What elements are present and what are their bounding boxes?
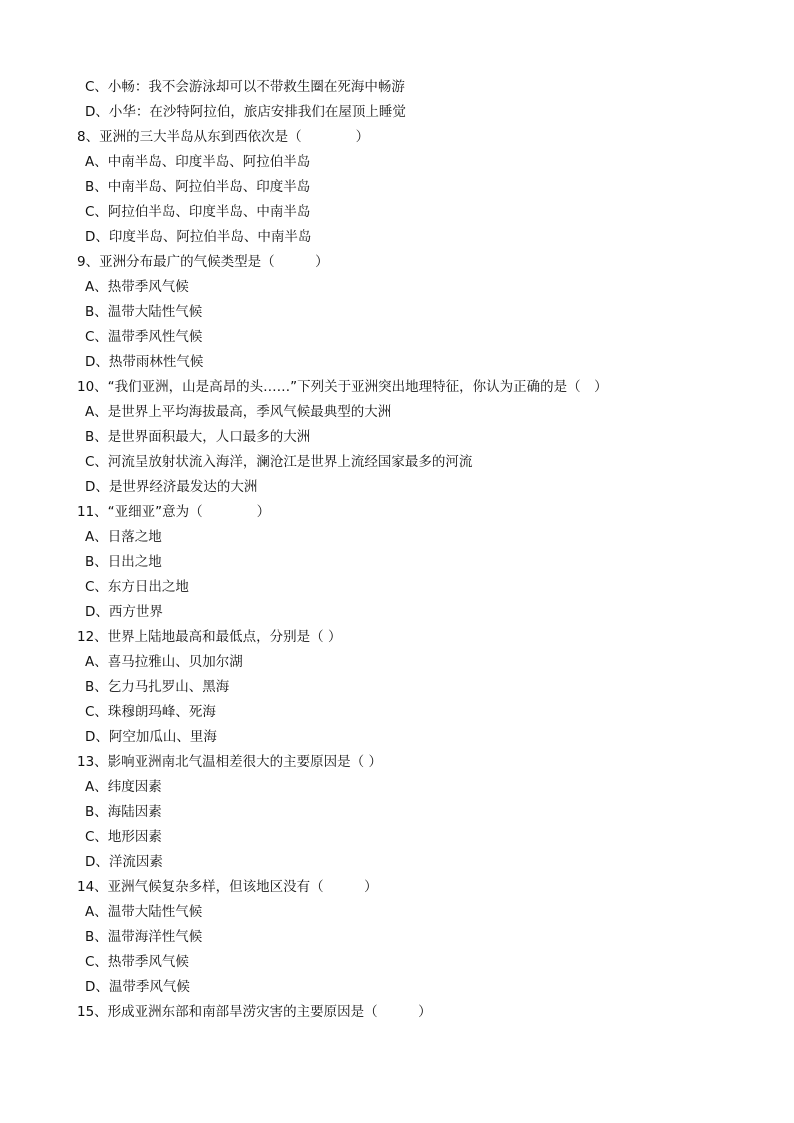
answer-option: C、东方日出之地 xyxy=(85,579,189,595)
answer-option: A、喜马拉雅山、贝加尔湖 xyxy=(85,654,243,670)
question-stem: 9、亚洲分布最广的气候类型是（ ） xyxy=(77,254,329,270)
answer-option: D、洋流因素 xyxy=(85,854,163,870)
answer-option: C、小畅：我不会游泳却可以不带救生圈在死海中畅游 xyxy=(85,79,405,95)
question-stem: 13、影响亚洲南北气温相差很大的主要原因是（ ） xyxy=(77,754,382,770)
question-stem: 8、亚洲的三大半岛从东到西依次是（ ） xyxy=(77,129,370,145)
answer-option: D、温带季风气候 xyxy=(85,979,190,995)
answer-option: B、乞力马扎罗山、黑海 xyxy=(85,679,230,695)
answer-option: B、日出之地 xyxy=(85,554,162,570)
answer-option: A、热带季风气候 xyxy=(85,279,189,295)
answer-option: A、温带大陆性气候 xyxy=(85,904,203,920)
answer-option: D、西方世界 xyxy=(85,604,163,620)
question-list xyxy=(0,75,794,1025)
answer-option: A、中南半岛、印度半岛、阿拉伯半岛 xyxy=(85,154,311,170)
answer-option: B、是世界面积最大，人口最多的大洲 xyxy=(85,429,311,445)
answer-option: B、海陆因素 xyxy=(85,804,162,820)
question-stem: 11、“亚细亚”意为（ ） xyxy=(77,504,271,520)
answer-option: B、中南半岛、阿拉伯半岛、印度半岛 xyxy=(85,179,311,195)
answer-option: D、是世界经济最发达的大洲 xyxy=(85,479,258,495)
answer-option: B、温带大陆性气候 xyxy=(85,304,203,320)
answer-option: D、小华：在沙特阿拉伯，旅店安排我们在屋顶上睡觉 xyxy=(85,104,406,120)
answer-option: D、热带雨林性气候 xyxy=(85,354,204,370)
answer-option: D、阿空加瓜山、里海 xyxy=(85,729,217,745)
answer-option: C、温带季风性气候 xyxy=(85,329,203,345)
answer-option: A、纬度因素 xyxy=(85,779,162,795)
answer-option: C、珠穆朗玛峰、死海 xyxy=(85,704,216,720)
question-stem: 14、亚洲气候复杂多样，但该地区没有（ ） xyxy=(77,879,378,895)
answer-option: A、是世界上平均海拔最高，季风气候最典型的大洲 xyxy=(85,404,392,420)
answer-option: C、地形因素 xyxy=(85,829,162,845)
question-stem: 12、世界上陆地最高和最低点，分别是（ ） xyxy=(77,629,342,645)
answer-option: D、印度半岛、阿拉伯半岛、中南半岛 xyxy=(85,229,312,245)
answer-option: B、温带海洋性气候 xyxy=(85,929,203,945)
answer-option: A、日落之地 xyxy=(85,529,162,545)
answer-option: C、热带季风气候 xyxy=(85,954,189,970)
answer-option: C、阿拉伯半岛、印度半岛、中南半岛 xyxy=(85,204,311,220)
question-stem: 15、形成亚洲东部和南部旱涝灾害的主要原因是（ ） xyxy=(77,1004,432,1020)
question-stem: 10、“我们亚洲，山是高昂的头……”下列关于亚洲突出地理特征，你认为正确的是（ ） xyxy=(77,379,608,395)
answer-option: C、河流呈放射状流入海洋，澜沧江是世界上流经国家最多的河流 xyxy=(85,454,473,470)
